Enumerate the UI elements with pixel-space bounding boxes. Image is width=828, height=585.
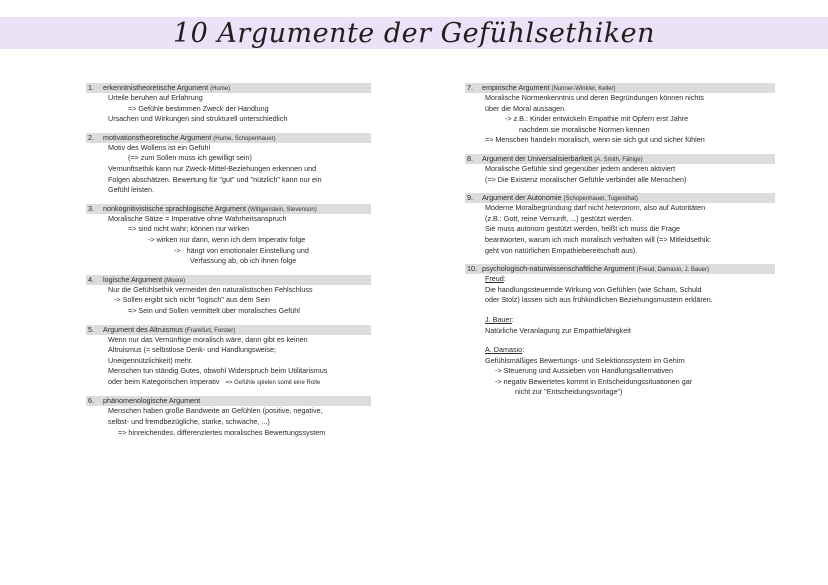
- argument-2: [86, 133, 371, 196]
- argument-line: => hinreichendes, differenziertes moralisches Bewertungssystem: [118, 427, 326, 437]
- argument-10: [465, 264, 775, 398]
- page-title: 10 Argumente der Gefühlsethiken: [172, 18, 656, 49]
- argument-line: => sind nicht wahr; können nur wirken: [128, 224, 250, 234]
- argument-line: -> negativ Bewertetes kommt in Entscheidungssituationen gar: [495, 376, 693, 386]
- argument-line: Moderne Moralbegründung darf nicht heteronom, also auf Autoritäten: [485, 203, 706, 213]
- argument-line: nicht zur "Entscheidungsvorlage"): [515, 387, 623, 397]
- argument-6: [86, 396, 371, 438]
- argument-line: -> z.B.: Kinder entwickeln Empathie mit Opfern erst Jahre: [505, 114, 689, 124]
- argument-heading: 9. Argument der Autonomie (Schopenhauer, Tugendhat): [465, 193, 775, 203]
- left-column: [86, 83, 371, 446]
- argument-line: Moralische Normenkenntnis und deren Begründungen können nichts: [485, 93, 704, 102]
- argument-heading: 6. phänomenologische Argument: [86, 396, 371, 406]
- argument-line: Ursachen und Wirkungen sind strukturell unterschiedlich: [108, 114, 288, 124]
- argument-line: geht von natürlichen Empathiebereitschaft aus).: [485, 245, 638, 255]
- argument-line: Natürliche Veranlagung zur Empathiefähigkeit: [485, 325, 631, 335]
- argument-9: [465, 193, 775, 256]
- argument-heading: 5. Argument des Altruismus (Frankfurt, Forster): [86, 325, 371, 335]
- argument-line: Menschen haben große Bandweite an Gefühlen (positive, negative,: [108, 406, 323, 416]
- argument-line: => Gefühle bestimmen Zweck der Handlung: [128, 103, 269, 113]
- argument-line: Freud:: [485, 274, 506, 284]
- argument-line: selbst- und fremdbezügliche, starke, schwache, ...): [108, 417, 270, 427]
- argument-line: Nur die Gefühlsethik vermeidet den naturalistischen Fehlschluss: [108, 284, 313, 294]
- argument-line: Gefühl leisten.: [108, 185, 154, 195]
- argument-8: [465, 154, 775, 185]
- argument-line: oder Stolz) lassen sich aus frühkindlichen Beziehungsmustern erklären.: [485, 295, 713, 305]
- argument-line: Vernunftsethik kann nur Zweck-Mittel-Beziehungen erkennen und: [108, 163, 317, 173]
- argument-heading: 3. nonkognitivistische sprachlogische Argument (Wittgenstein, Stevenson): [86, 204, 371, 214]
- argument-line: Moralische Gefühle sind gegenüber jedem anderen aktiviert: [485, 163, 676, 173]
- argument-heading: 10. psychologisch-naturwissenschaftliche Argument (Freud, Damasio, J. Bauer): [465, 264, 775, 274]
- argument-heading: 8. Argument der Universalisierbarkeit (A. Smith, Fähige): [465, 154, 775, 164]
- argument-4: [86, 275, 371, 317]
- argument-heading: 1. erkenntnistheoretische Argument (Hume): [86, 83, 371, 93]
- argument-line: J. Bauer:: [485, 314, 514, 324]
- argument-line: nachdem sie moralische Normen kennen: [519, 124, 650, 134]
- argument-line: Moralische Sätze = Imperative ohne Wahrheitsanspruch: [108, 213, 287, 223]
- argument-line: => Sein und Sollen vermittelt über moralisches Gefühl: [128, 305, 300, 315]
- argument-line: (=> Die Existenz moralischer Gefühle verbindet alle Menschen): [485, 174, 687, 184]
- argument-heading: 4. logische Argument (Moore): [86, 275, 371, 285]
- argument-line: Menschen tun ständig Gutes, obwohl Widerspruch beim Utilitarismus: [108, 366, 328, 376]
- argument-line: beantworten, warum ich mich moralisch verhalten will (=> Mitleidsethik:: [485, 234, 712, 244]
- argument-line: Urteile beruhen auf Erfahrung: [108, 93, 203, 102]
- argument-heading: 7. empirische Argument (Nunner-Winkler, Keller): [465, 83, 775, 93]
- argument-line: Wenn nur das Vernünftige moralisch wäre, dann gibt es keinen: [108, 334, 308, 344]
- argument-line: -> Steuerung und Aussieben von Handlungsalternativen: [495, 366, 674, 376]
- argument-line: oder beim Kategorischen Imperativ => Gefühle spielen somit eine Rolle: [108, 376, 321, 386]
- argument-line: (z.B.: Gott, reine Vernunft, ...) gestützt werden.: [485, 213, 634, 223]
- argument-7: [465, 83, 775, 146]
- argument-1: [86, 83, 371, 125]
- argument-line: Uneigennützlichkeit) mehr.: [108, 355, 193, 365]
- argument-line: Altruismus (= selbstlose Denk- und Handlungsweise;: [108, 345, 276, 355]
- argument-line: Folgen abschätzen. Bewertung für "gut" und "nützlich" kann nur ein: [108, 174, 322, 184]
- argument-line: (=> zum Sollen muss ich gewilligt sein): [128, 153, 252, 163]
- argument-line: A. Damasio:: [485, 345, 525, 355]
- argument-line: -> Sollen ergibt sich nicht "logisch" aus dem Sein: [114, 295, 270, 305]
- argument-line: -> wirken nur dann, wenn ich dem Imperativ folge: [148, 234, 306, 244]
- right-column: [465, 83, 775, 406]
- argument-line: => Menschen handeln moralisch, wenn sie sich gut und sicher fühlen: [485, 135, 705, 145]
- argument-line: über die Moral aussagen.: [485, 103, 567, 113]
- argument-3: [86, 204, 371, 267]
- argument-5: [86, 325, 371, 389]
- argument-line: Sie muss autonom gestützt werden, heißt ich muss die Frage: [485, 224, 680, 234]
- argument-line: Verfassung ab, ob ich ihnen folge: [190, 256, 297, 266]
- argument-line: Die handlungssteuernde Wirkung von Gefühlen (wie Scham, Schuld: [485, 284, 702, 294]
- argument-heading: 2. motivationstheoretische Argument (Hume, Schopenhauer): [86, 133, 371, 143]
- argument-line: -> hängt von emotionaler Einstellung und: [174, 245, 309, 255]
- argument-line: Gefühlsmäßiges Bewertungs- und Selektionssystem im Gehirn: [485, 355, 685, 365]
- argument-line: Motiv des Wollens ist ein Gefühl: [108, 142, 211, 152]
